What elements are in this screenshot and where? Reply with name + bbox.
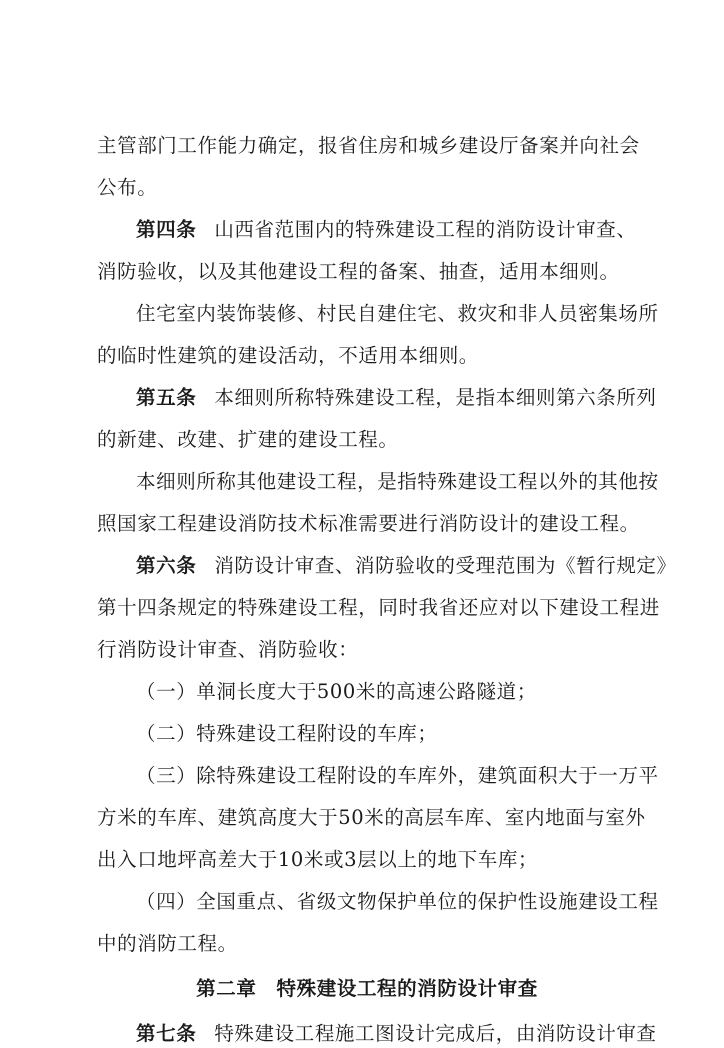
text-line: 第十四条规定的特殊建设工程，同时我省还应对以下建设工程进: [97, 596, 660, 619]
article-6-line: [136, 552, 677, 580]
article-number: 第六条: [136, 554, 197, 577]
list-item: （四）全国重点、省级文物保护单位的保护性设施建设工程: [136, 890, 659, 913]
list-item: （三）除特殊建设工程附设的车库外，建筑面积大于一万平: [136, 764, 659, 787]
text-line: 照国家工程建设消防技术标准需要进行消防设计的建设工程。: [97, 512, 640, 535]
text-line: 主管部门工作能力确定，报省住房和城乡建设厅备案并向社会: [97, 134, 640, 157]
article-4-line: [136, 216, 636, 244]
text-line: 特殊建设工程施工图设计完成后，由消防设计审查: [214, 1022, 657, 1045]
text-line: 山西省范围内的特殊建设工程的消防设计审查、: [214, 218, 637, 241]
list-item: （一）单洞长度大于500米的高速公路隧道；: [136, 680, 537, 703]
article-number: 第四条: [136, 218, 197, 241]
text-line: 方米的车库、建筑高度大于50米的高层车库、室内地面与室外: [97, 806, 646, 829]
chapter-heading: 第二章 特殊建设工程的消防设计审查: [196, 977, 538, 1000]
article-number: 第七条: [136, 1022, 197, 1045]
article-number: 第五条: [136, 386, 197, 409]
article-7-line: [136, 1020, 657, 1048]
text-line: 消防设计审查、消防验收的受理范围为《暂行规定》: [214, 554, 677, 577]
text-line: 出入口地坪高差大于10米或3层以上的地下车库；: [97, 848, 539, 871]
text-line: 本细则所称其他建设工程，是指特殊建设工程以外的其他按: [136, 470, 659, 493]
text-line: 消防验收，以及其他建设工程的备案、抽查，适用本细则。: [97, 260, 620, 283]
text-line: 本细则所称特殊建设工程，是指本细则第六条所列: [214, 386, 657, 409]
text-line: 的新建、改建、扩建的建设工程。: [97, 428, 399, 451]
text-line: 住宅室内装饰装修、村民自建住宅、救灾和非人员密集场所: [136, 302, 659, 325]
article-5-line: [136, 384, 657, 412]
text-line: 的临时性建筑的建设活动，不适用本细则。: [97, 344, 479, 367]
list-item: （二）特殊建设工程附设的车库；: [136, 722, 438, 745]
text-line: 行消防设计审查、消防验收：: [97, 638, 359, 661]
text-line: 公布。: [97, 176, 158, 199]
text-line: 中的消防工程。: [97, 932, 238, 955]
